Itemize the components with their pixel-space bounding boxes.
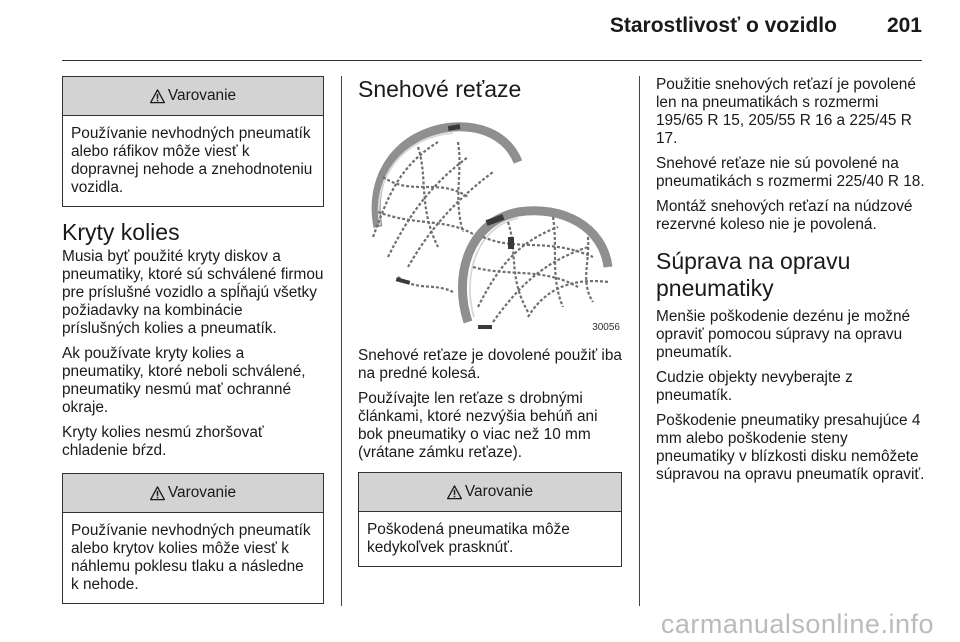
warning-text: Používanie nevhodných pneumatík alebo krytov kolies môže viesť k náhlemu poklesu tlaku a následne k nehode. <box>71 522 311 593</box>
paragraph: Montáž snehových reťazí na núdzové rezervné koleso nie je povolená. <box>656 198 913 233</box>
watermark: carmanualsonline.info <box>660 609 934 639</box>
warning-header <box>63 474 323 513</box>
warning-triangle-icon <box>447 485 462 500</box>
snow-chains-illustration <box>358 117 622 335</box>
warning-box-1 <box>62 76 324 207</box>
warning-box-3 <box>358 472 622 567</box>
warning-header <box>359 473 621 512</box>
paragraph: Snehové reťaze nie sú povolené na pneumatikách s rozmermi 225/40 R 18. <box>656 155 925 190</box>
section-heading-snow-chains: Snehové reťaze <box>358 76 522 102</box>
paragraph: Menšie poškodenie dezénu je možné opraviť pomocou súpravy na opravu pneumatík. <box>656 308 911 361</box>
column-3 <box>656 76 926 491</box>
section-heading-tire-repair-kit: Súprava na opravu pneumatiky <box>656 248 851 301</box>
warning-title: Varovanie <box>167 87 237 104</box>
page-title: Starostlivosť o vozidlo <box>609 14 837 37</box>
section-heading-wheel-covers: Kryty kolies <box>62 219 180 245</box>
paragraph: Použitie snehových reťazí je povolené len na pneumatikách s rozmermi 195/65 R 15, 205/55 R 16 a 225/45 R 17. <box>656 76 916 147</box>
page-number: 201 <box>886 14 922 37</box>
warning-title: Varovanie <box>167 484 237 501</box>
snow-chains-image <box>358 117 622 335</box>
paragraph: Kryty kolies nesmú zhoršovať chladenie bŕzd. <box>62 424 264 459</box>
warning-box-2 <box>62 473 324 604</box>
warning-triangle-icon <box>150 89 165 104</box>
figure-code: 30056 <box>592 322 620 333</box>
column-divider-1 <box>341 76 342 606</box>
warning-text: Používanie nevhodných pneumatík alebo ráfikov môže viesť k dopravnej nehode a znehodnoteniu vozidla. <box>71 125 313 196</box>
warning-header <box>63 77 323 116</box>
paragraph: Cudzie objekty nevyberajte z pneumatík. <box>656 369 853 404</box>
warning-title: Varovanie <box>464 483 534 500</box>
paragraph: Snehové reťaze je dovolené použiť iba na predné kolesá. <box>358 347 622 382</box>
paragraph: Ak používate kryty kolies a pneumatiky, ktoré neboli schválené, pneumatiky nesmú mať ochranné okraje. <box>62 345 306 416</box>
paragraph: Poškodenie pneumatiky presahujúce 4 mm alebo poškodenie steny pneumatiky v blízkosti disku nemôžete súpravou na opravu pneumatík opraviť. <box>656 412 925 483</box>
page-header <box>610 14 922 38</box>
header-rule <box>62 60 922 61</box>
column-2 <box>358 76 622 579</box>
column-divider-2 <box>639 76 640 606</box>
column-1 <box>62 76 324 616</box>
paragraph: Musia byť použité kryty diskov a pneumatiky, ktoré sú schválené firmou pre príslušné vozidlo a spĺňajú všetky požiadavky na kombinácie príslušných kolies a pneumatík. <box>62 248 324 337</box>
warning-text: Poškodená pneumatika môže kedykoľvek prasknúť. <box>367 521 570 556</box>
paragraph: Používajte len reťaze s drobnými článkami, ktoré nezvýšia behúň ani bok pneumatiky o viac než 10 mm (vrátane zámku reťaze). <box>358 390 598 461</box>
warning-triangle-icon <box>150 486 165 501</box>
